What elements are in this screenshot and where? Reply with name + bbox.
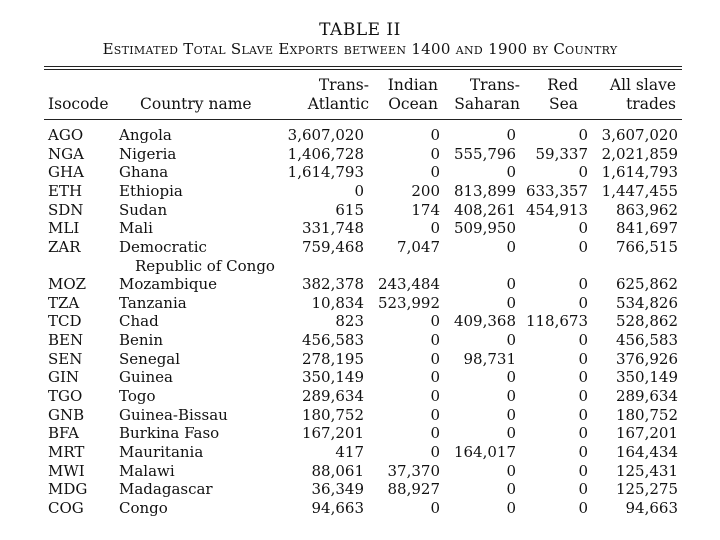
- all-slave-trades-cell: 534,826: [615, 293, 678, 312]
- trans-atlantic-cell: 417: [335, 442, 364, 461]
- indian-ocean-cell: 0: [430, 219, 440, 238]
- country-name-line1: Sudan: [119, 200, 168, 219]
- table-row: [0, 126, 720, 145]
- table-row: [0, 201, 720, 220]
- header-rule: [44, 119, 682, 120]
- country-name-line1: Ethiopia: [119, 181, 183, 200]
- all-slave-trades-cell: 456,583: [615, 331, 678, 350]
- trans-atlantic-cell: 180,752: [301, 405, 364, 424]
- all-slave-trades-cell: 1,447,455: [601, 181, 678, 200]
- isocode-cell: TGO: [48, 386, 83, 405]
- country-name-cell: [119, 368, 284, 387]
- red-sea-cell: 0: [578, 219, 588, 238]
- indian-ocean-cell: 523,992: [377, 293, 440, 312]
- country-name-line1: Angola: [119, 126, 172, 144]
- table-row: [0, 350, 720, 369]
- red-sea-cell: 0: [578, 349, 588, 368]
- trans-atlantic-cell: 289,634: [301, 386, 364, 405]
- all-slave-trades-cell: 94,663: [625, 498, 678, 517]
- table-row: [0, 238, 720, 275]
- red-sea-cell: 59,337: [535, 144, 588, 163]
- header-trans-saharan-line2: Saharan: [454, 95, 520, 113]
- trans-saharan-cell: 0: [506, 237, 516, 256]
- trans-atlantic-cell: 350,149: [301, 368, 364, 387]
- header-trans-atlantic: [285, 76, 369, 114]
- country-name-line1: Mauritania: [119, 442, 204, 461]
- red-sea-cell: 0: [578, 331, 588, 350]
- country-name-line1: Mali: [119, 219, 153, 238]
- isocode-cell: SEN: [48, 349, 83, 368]
- country-name-cell: [119, 443, 284, 462]
- red-sea-cell: 0: [578, 163, 588, 182]
- table-caption: Estimated Total Slave Exports between 1400 and 1900 by Country: [102, 40, 618, 58]
- isocode-cell: GIN: [48, 368, 80, 387]
- trans-saharan-cell: 164,017: [453, 442, 516, 461]
- red-sea-cell: 0: [578, 126, 588, 144]
- trans-saharan-cell: 0: [506, 293, 516, 312]
- isocode-cell: MDG: [48, 480, 88, 499]
- header-all-slave-trades-line2: trades: [626, 95, 676, 113]
- table-row: [0, 294, 720, 313]
- red-sea-cell: 0: [578, 461, 588, 480]
- indian-ocean-cell: 0: [430, 386, 440, 405]
- indian-ocean-cell: 243,484: [377, 275, 440, 294]
- country-name-cell: [119, 350, 284, 369]
- isocode-cell: COG: [48, 498, 84, 517]
- country-name-line1: Congo: [119, 498, 168, 517]
- country-name-line1: Madagascar: [119, 480, 213, 499]
- table-row: [0, 145, 720, 164]
- indian-ocean-cell: 0: [430, 312, 440, 331]
- isocode-cell: BFA: [48, 424, 79, 443]
- country-name-cell: [119, 387, 284, 406]
- country-name-line1: Guinea: [119, 368, 173, 387]
- all-slave-trades-cell: 528,862: [615, 312, 678, 331]
- trans-saharan-cell: 0: [506, 275, 516, 294]
- isocode-cell: MRT: [48, 442, 85, 461]
- country-name-line1: Chad: [119, 312, 159, 331]
- country-name-line1: Benin: [119, 331, 164, 350]
- trans-atlantic-cell: 36,349: [311, 480, 364, 499]
- all-slave-trades-cell: 180,752: [615, 405, 678, 424]
- trans-atlantic-cell: 759,468: [301, 237, 364, 256]
- header-isocode: Isocode: [48, 95, 109, 113]
- indian-ocean-cell: 0: [430, 368, 440, 387]
- red-sea-cell: 118,673: [525, 312, 588, 331]
- trans-saharan-cell: 509,950: [453, 219, 516, 238]
- all-slave-trades-cell: 766,515: [615, 237, 678, 256]
- country-name-cell: [119, 499, 284, 518]
- trans-atlantic-cell: 823: [335, 312, 364, 331]
- all-slave-trades-cell: 2,021,859: [601, 144, 678, 163]
- country-name-line1: Burkina Faso: [119, 424, 220, 443]
- trans-atlantic-cell: 10,834: [311, 293, 364, 312]
- isocode-cell: BEN: [48, 331, 84, 350]
- table-row: [0, 499, 720, 518]
- trans-saharan-cell: 98,731: [463, 349, 516, 368]
- table-body: [0, 126, 720, 517]
- isocode-cell: ZAR: [48, 237, 81, 256]
- all-slave-trades-cell: 841,697: [615, 219, 678, 238]
- country-name-cell: [119, 238, 284, 275]
- country-name-line1: Togo: [119, 386, 156, 405]
- trans-atlantic-cell: 0: [354, 181, 364, 200]
- country-name-line1: Guinea-Bissau: [119, 405, 228, 424]
- table-row: [0, 331, 720, 350]
- country-name-cell: [119, 480, 284, 499]
- country-name-line1: Ghana: [119, 163, 169, 182]
- trans-atlantic-cell: 456,583: [301, 331, 364, 350]
- trans-saharan-cell: 409,368: [453, 312, 516, 331]
- trans-atlantic-cell: 3,607,020: [287, 126, 364, 144]
- table-row: [0, 219, 720, 238]
- indian-ocean-cell: 0: [430, 442, 440, 461]
- header-country-name: Country name: [140, 95, 252, 113]
- header-all-slave-trades: [594, 76, 676, 114]
- isocode-cell: MOZ: [48, 275, 87, 294]
- country-name-cell: [119, 312, 284, 331]
- trans-atlantic-cell: 1,614,793: [287, 163, 364, 182]
- header-trans-atlantic-line2: Atlantic: [307, 95, 369, 113]
- header-indian-ocean-line2: Ocean: [388, 95, 438, 113]
- table-row: [0, 275, 720, 294]
- trans-saharan-cell: 0: [506, 386, 516, 405]
- red-sea-cell: 454,913: [525, 200, 588, 219]
- table-row: [0, 182, 720, 201]
- table-row: [0, 462, 720, 481]
- trans-saharan-cell: 0: [506, 163, 516, 182]
- country-name-cell: [119, 219, 284, 238]
- country-name-cell: [119, 462, 284, 481]
- all-slave-trades-cell: 625,862: [615, 275, 678, 294]
- header-red-sea-line1: Red: [547, 76, 578, 94]
- red-sea-cell: 0: [578, 275, 588, 294]
- indian-ocean-cell: 88,927: [387, 480, 440, 499]
- header-red-sea: [520, 76, 578, 114]
- indian-ocean-cell: 200: [411, 181, 440, 200]
- isocode-cell: TCD: [48, 312, 82, 331]
- isocode-cell: GNB: [48, 405, 85, 424]
- red-sea-cell: 0: [578, 368, 588, 387]
- red-sea-cell: 0: [578, 480, 588, 499]
- table-title: TABLE II: [319, 20, 401, 40]
- red-sea-cell: 0: [578, 237, 588, 256]
- all-slave-trades-cell: 289,634: [615, 386, 678, 405]
- isocode-cell: MWI: [48, 461, 85, 480]
- country-name-line1: Senegal: [119, 349, 181, 368]
- header-indian-ocean: [372, 76, 438, 114]
- trans-saharan-cell: 0: [506, 126, 516, 144]
- all-slave-trades-cell: 3,607,020: [601, 126, 678, 144]
- isocode-cell: MLI: [48, 219, 80, 238]
- header-indian-ocean-line1: Indian: [387, 76, 438, 94]
- trans-saharan-cell: 0: [506, 331, 516, 350]
- table-row: [0, 163, 720, 182]
- all-slave-trades-cell: 167,201: [615, 424, 678, 443]
- indian-ocean-cell: 0: [430, 498, 440, 517]
- trans-atlantic-cell: 88,061: [311, 461, 364, 480]
- table-row: [0, 480, 720, 499]
- country-name-cell: [119, 163, 284, 182]
- all-slave-trades-cell: 350,149: [615, 368, 678, 387]
- red-sea-cell: 0: [578, 442, 588, 461]
- all-slave-trades-cell: 125,431: [615, 461, 678, 480]
- indian-ocean-cell: 7,047: [397, 237, 440, 256]
- red-sea-cell: 633,357: [525, 181, 588, 200]
- header-all-slave-trades-line1: All slave: [609, 76, 676, 94]
- trans-saharan-cell: 0: [506, 498, 516, 517]
- trans-atlantic-cell: 94,663: [311, 498, 364, 517]
- table-row: [0, 443, 720, 462]
- top-rule-double: [44, 69, 682, 70]
- indian-ocean-cell: 0: [430, 144, 440, 163]
- isocode-cell: SDN: [48, 200, 84, 219]
- country-name-line1: Democratic: [119, 237, 207, 256]
- red-sea-cell: 0: [578, 424, 588, 443]
- trans-atlantic-cell: 167,201: [301, 424, 364, 443]
- header-trans-saharan: [446, 76, 520, 114]
- trans-saharan-cell: 555,796: [453, 144, 516, 163]
- all-slave-trades-cell: 1,614,793: [601, 163, 678, 182]
- table-row: [0, 424, 720, 443]
- indian-ocean-cell: 37,370: [387, 461, 440, 480]
- header-red-sea-line2: Sea: [548, 95, 578, 113]
- table-row: [0, 406, 720, 425]
- indian-ocean-cell: 174: [411, 200, 440, 219]
- trans-atlantic-cell: 382,378: [301, 275, 364, 294]
- isocode-cell: GHA: [48, 163, 84, 182]
- trans-atlantic-cell: 331,748: [301, 219, 364, 238]
- country-name-cell: [119, 424, 284, 443]
- top-rule: [44, 66, 682, 67]
- table-row: [0, 368, 720, 387]
- country-name-line1: Mozambique: [119, 275, 217, 294]
- trans-saharan-cell: 0: [506, 368, 516, 387]
- trans-saharan-cell: 0: [506, 405, 516, 424]
- trans-saharan-cell: 813,899: [453, 181, 516, 200]
- country-name-cell: [119, 182, 284, 201]
- red-sea-cell: 0: [578, 498, 588, 517]
- trans-atlantic-cell: 278,195: [301, 349, 364, 368]
- country-name-line1: Tanzania: [119, 293, 187, 312]
- header-trans-saharan-line1: Trans-: [469, 76, 520, 94]
- country-name-cell: [119, 294, 284, 313]
- country-name-line2: Republic of Congo: [135, 256, 275, 275]
- country-name-line1: Malawi: [119, 461, 175, 480]
- all-slave-trades-cell: 376,926: [615, 349, 678, 368]
- isocode-cell: ETH: [48, 181, 83, 200]
- all-slave-trades-cell: 863,962: [615, 200, 678, 219]
- country-name-cell: [119, 275, 284, 294]
- isocode-cell: AGO: [48, 126, 84, 144]
- trans-saharan-cell: 0: [506, 461, 516, 480]
- all-slave-trades-cell: 125,275: [615, 480, 678, 499]
- country-name-cell: [119, 331, 284, 350]
- red-sea-cell: 0: [578, 405, 588, 424]
- table-row: [0, 312, 720, 331]
- indian-ocean-cell: 0: [430, 424, 440, 443]
- red-sea-cell: 0: [578, 293, 588, 312]
- trans-saharan-cell: 0: [506, 480, 516, 499]
- red-sea-cell: 0: [578, 386, 588, 405]
- trans-saharan-cell: 408,261: [453, 200, 516, 219]
- trans-saharan-cell: 0: [506, 424, 516, 443]
- header-trans-atlantic-line1: Trans-: [318, 76, 369, 94]
- country-name-cell: [119, 126, 284, 145]
- isocode-cell: NGA: [48, 144, 84, 163]
- table-row: [0, 387, 720, 406]
- trans-atlantic-cell: 615: [335, 200, 364, 219]
- country-name-cell: [119, 406, 284, 425]
- indian-ocean-cell: 0: [430, 126, 440, 144]
- trans-atlantic-cell: 1,406,728: [287, 144, 364, 163]
- indian-ocean-cell: 0: [430, 163, 440, 182]
- indian-ocean-cell: 0: [430, 405, 440, 424]
- indian-ocean-cell: 0: [430, 349, 440, 368]
- indian-ocean-cell: 0: [430, 331, 440, 350]
- country-name-cell: [119, 201, 284, 220]
- isocode-cell: TZA: [48, 293, 80, 312]
- country-name-cell: [119, 145, 284, 164]
- all-slave-trades-cell: 164,434: [615, 442, 678, 461]
- country-name-line1: Nigeria: [119, 144, 177, 163]
